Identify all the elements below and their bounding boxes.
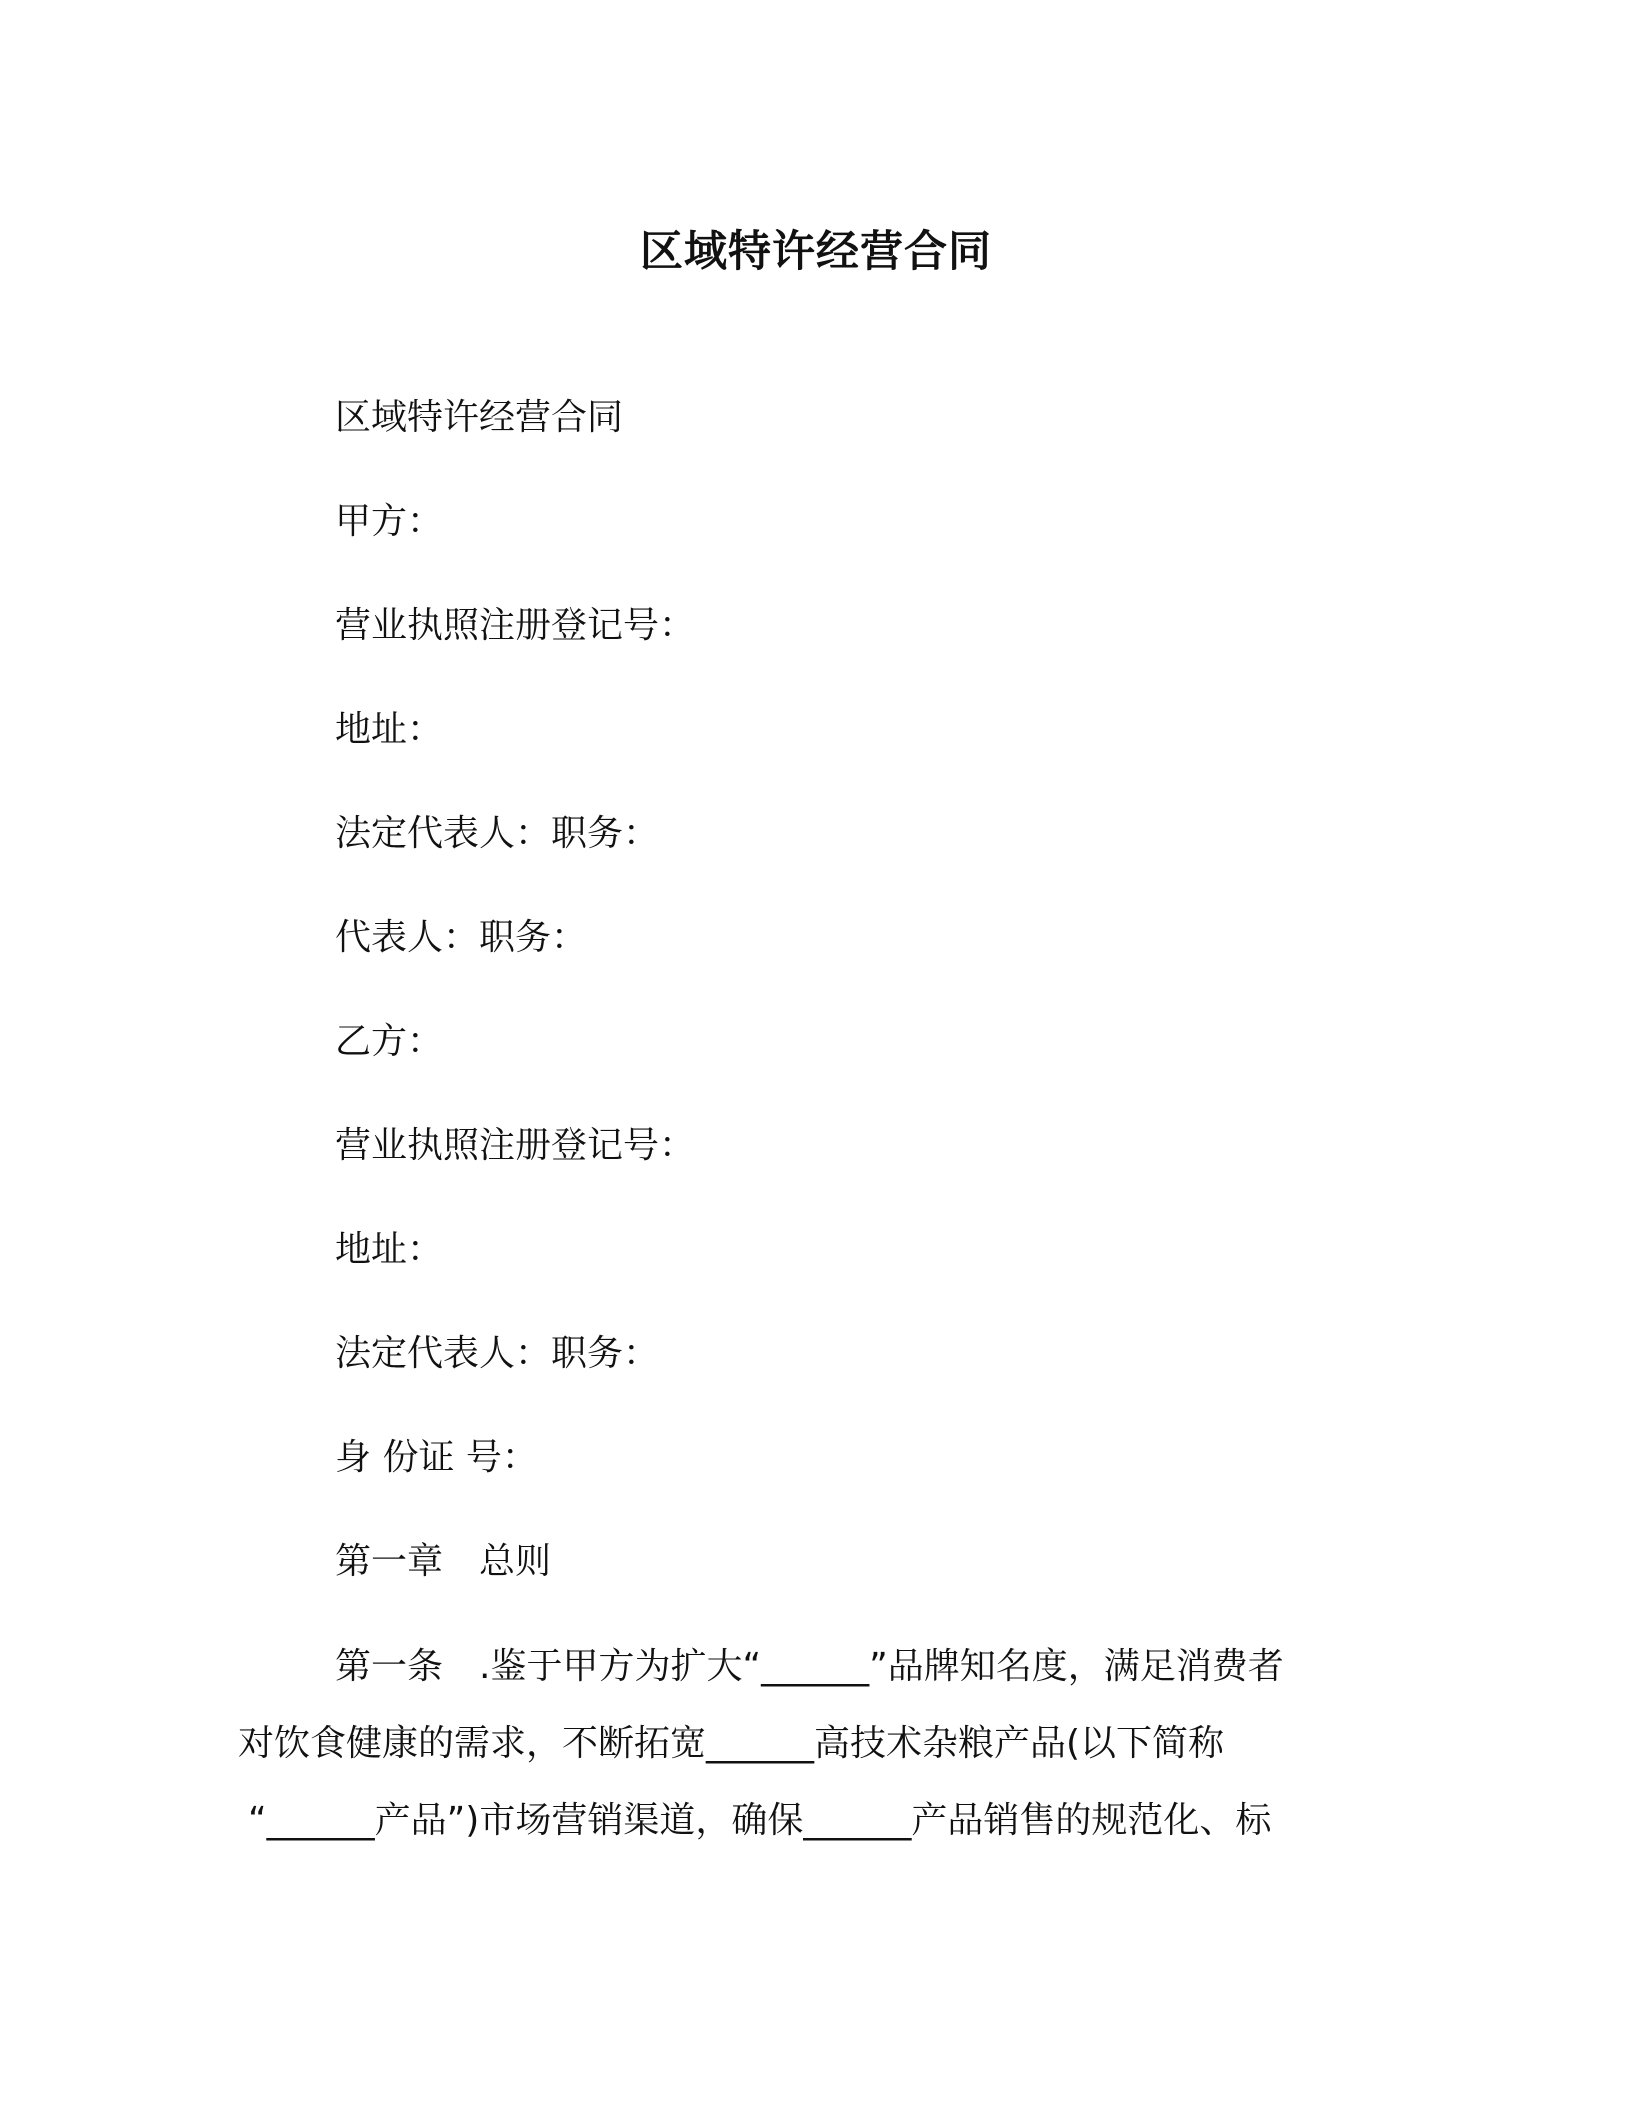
article-1-line: 第一条 .鉴于甲方为扩大“______”品牌知名度，满足消费者	[335, 1646, 1284, 1687]
party-a-address-line: 地址：	[335, 709, 444, 750]
party-b-license-line: 营业执照注册登记号：	[335, 1125, 696, 1166]
party-b-line: 乙方：	[335, 1021, 444, 1062]
party-a-line: 甲方：	[335, 501, 444, 542]
contract-header-fields	[335, 394, 1435, 1642]
article-1-paragraph	[238, 1643, 1368, 1874]
document-title: 区域特许经营合同	[640, 227, 992, 277]
party-b-legal-rep-line: 法定代表人：职务：	[335, 1333, 660, 1374]
article-1-line: 对饮食健康的需求，不断拓宽______高技术杂粮产品(以下简称	[238, 1723, 1225, 1764]
chapter-heading: 第一章 总则	[335, 1541, 552, 1582]
id-number-line: 身 份证 号：	[335, 1437, 538, 1478]
contract-name-line: 区域特许经营合同	[335, 397, 624, 438]
party-b-address-line: 地址：	[335, 1229, 444, 1270]
party-a-license-line: 营业执照注册登记号：	[335, 605, 696, 646]
article-1-line: “______产品”)市场营销渠道，确保______产品销售的规范化、标	[248, 1800, 1272, 1841]
party-a-representative-line: 代表人：职务：	[335, 917, 588, 958]
party-a-legal-rep-line: 法定代表人：职务：	[335, 813, 660, 854]
